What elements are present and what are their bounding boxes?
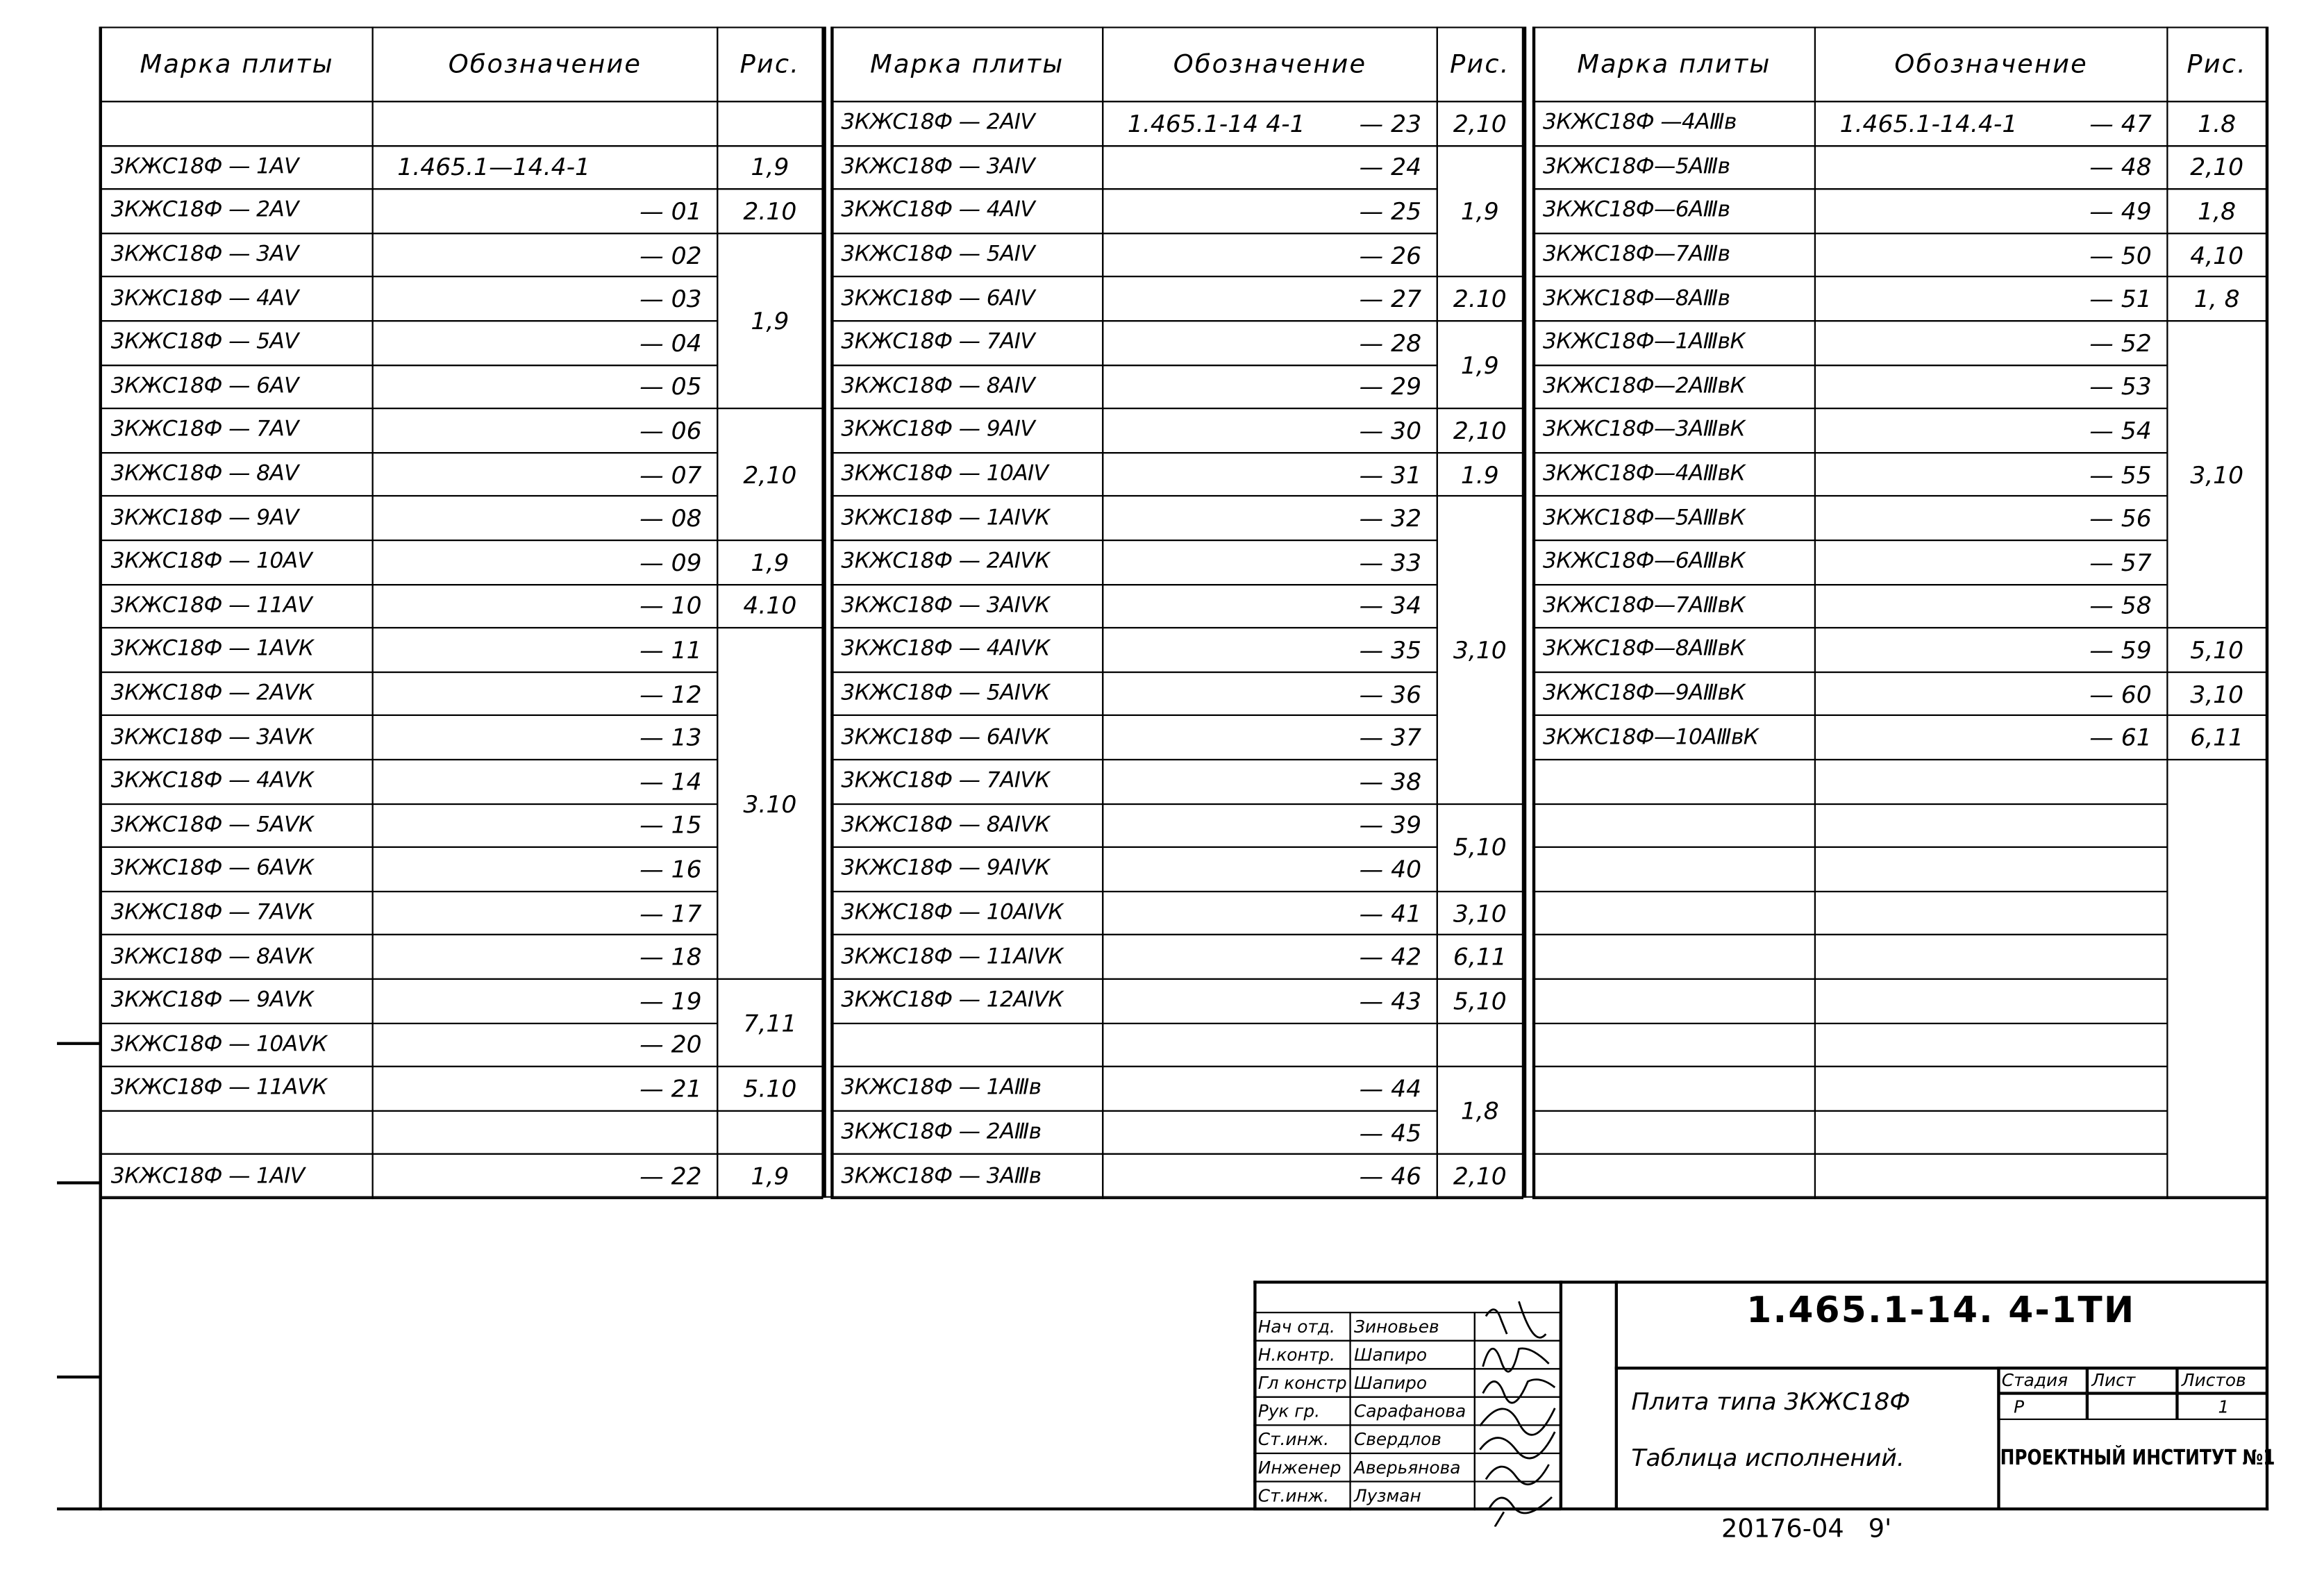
mark-cell: 3КЖС18Ф—3АⅢвК [1532, 408, 1816, 453]
designation-cell [1814, 1154, 2168, 1199]
designation-cell [1814, 890, 2168, 935]
fig-cell: 1,9 [717, 1154, 823, 1199]
designation-number: — 38 [1359, 767, 1422, 796]
designation-cell [372, 803, 719, 848]
designation-number: — 15 [639, 811, 702, 840]
designation-cell [1814, 759, 2168, 804]
designation-number: — 56 [2089, 504, 2152, 533]
header-fig: Рис. [717, 26, 823, 102]
designation-cell [372, 583, 719, 628]
designation-number: — 40 [1359, 855, 1422, 884]
mark-cell: 3КЖС18Ф — 5АVК [101, 803, 374, 848]
mark-cell: 3КЖС18Ф — 2АIV [830, 101, 1103, 146]
designation-cell [372, 188, 719, 233]
designation-number: — 54 [2089, 416, 2152, 445]
stage-label: Стадия [1997, 1367, 2087, 1393]
section-separator-line [1532, 26, 1535, 1197]
margin-tick [57, 1042, 101, 1045]
fig-cell: 1,8 [1437, 1066, 1523, 1155]
designation-cell [1102, 671, 1438, 717]
mark-cell: 3КЖС18Ф — 5АIVК [830, 671, 1103, 717]
designation-number: — 60 [2089, 679, 2152, 708]
designation-number: — 06 [639, 416, 702, 445]
sheets-value: 1 [2177, 1394, 2267, 1420]
designation-cell [1814, 276, 2168, 322]
designation-cell [1814, 452, 2168, 497]
mark-cell [1532, 1110, 1816, 1155]
mark-cell: 3КЖС18Ф — 1АⅢв [830, 1066, 1103, 1111]
signer-name: Свердлов [1349, 1424, 1475, 1454]
fig-cell: 6,11 [1437, 935, 1523, 980]
designation-base: 1.465.1-14 4-1 [1127, 109, 1305, 138]
designation-number: — 31 [1359, 460, 1422, 489]
designation-cell [1102, 627, 1438, 672]
mark-cell: 3КЖС18Ф — 10АV [101, 540, 374, 585]
header-mark: Марка плиты [830, 26, 1103, 102]
designation-cell [1814, 627, 2168, 672]
designation-cell [372, 715, 719, 760]
mark-cell [1532, 890, 1816, 935]
mark-cell: 3КЖС18Ф — 11АVК [101, 1066, 374, 1111]
header-designation: Обозначение [1102, 26, 1438, 102]
designation-base: 1.465.1-14.4-1 [1839, 109, 2018, 138]
designation-number: — 28 [1359, 328, 1422, 358]
drawing-name-line1: Плита типа 3КЖС18Ф [1631, 1387, 1911, 1416]
designation-cell [372, 1154, 719, 1199]
mark-cell: 3КЖС18Ф — 2АV [101, 188, 374, 233]
designation-cell [372, 320, 719, 365]
designation-number: — 29 [1359, 372, 1422, 401]
designation-cell [1814, 188, 2168, 233]
designation-number: — 44 [1359, 1074, 1422, 1103]
designation-number: — 32 [1359, 504, 1422, 533]
designation-cell [1814, 583, 2168, 628]
designation-cell [372, 846, 719, 892]
designation-number: — 05 [639, 372, 702, 401]
fig-cell: 1,9 [717, 233, 823, 410]
designation-number: — 01 [639, 197, 702, 226]
designation-number: — 34 [1359, 592, 1422, 621]
header-fig: Рис. [1437, 26, 1523, 102]
designation-cell [1102, 496, 1438, 541]
signer-name: Шапиро [1349, 1340, 1475, 1370]
signer-name: Лузман [1349, 1480, 1475, 1510]
designation-number: — 03 [639, 285, 702, 313]
margin-tick [57, 1181, 101, 1184]
section-separator-line [830, 26, 833, 1197]
designation-base: 1.465.1—14.4-1 [397, 153, 591, 182]
designation-cell [1102, 188, 1438, 233]
designation-cell [1814, 408, 2168, 453]
mark-cell: 3КЖС18Ф —4АⅢв [1532, 101, 1816, 146]
mark-cell [1532, 1022, 1816, 1067]
designation-number: — 13 [639, 724, 702, 752]
fig-cell: 1.9 [1437, 452, 1523, 497]
mark-cell: 3КЖС18Ф — 1АV [101, 144, 374, 190]
designation-number: — 58 [2089, 592, 2152, 621]
mark-cell: 3КЖС18Ф — 7АIV [830, 320, 1103, 365]
designation-cell [1102, 803, 1438, 848]
header-fig: Рис. [2166, 26, 2267, 102]
stage-value: Р [1997, 1394, 2087, 1420]
mark-cell: 3КЖС18Ф — 4АIVК [830, 627, 1103, 672]
fig-cell: 1,9 [717, 540, 823, 585]
signer-name: Зиновьев [1349, 1312, 1475, 1342]
fig-cell: 3,10 [2166, 671, 2267, 717]
designation-cell [1814, 715, 2168, 760]
designation-number: — 25 [1359, 197, 1422, 226]
header-designation: Обозначение [372, 26, 719, 102]
designation-number: — 07 [639, 460, 702, 489]
mark-cell: 3КЖС18Ф — 1АVК [101, 627, 374, 672]
designation-cell [372, 452, 719, 497]
mark-cell: 3КЖС18Ф — 3АIVК [830, 583, 1103, 628]
designation-number: — 02 [639, 241, 702, 269]
designation-number: — 37 [1359, 724, 1422, 752]
designation-cell [1102, 1110, 1438, 1155]
frame-right-line [2266, 26, 2268, 1510]
drawing-name-line2: Таблица исполнений. [1631, 1444, 1905, 1472]
designation-cell [1102, 101, 1438, 146]
mark-cell: 3КЖС18Ф—5АⅢв [1532, 144, 1816, 190]
fig-cell: 2,10 [2166, 144, 2267, 190]
mark-cell: 3КЖС18Ф — 8АIVК [830, 803, 1103, 848]
designation-cell [1102, 846, 1438, 892]
mark-cell: 3КЖС18Ф—9АⅢвК [1532, 671, 1816, 717]
mark-cell: 3КЖС18Ф — 5АIV [830, 233, 1103, 278]
designation-cell [372, 935, 719, 980]
designation-cell [372, 233, 719, 278]
designation-cell [1102, 1154, 1438, 1199]
designation-cell [1102, 233, 1438, 278]
designation-cell [1102, 540, 1438, 585]
fig-cell: 2,10 [1437, 1154, 1523, 1199]
mark-cell [1532, 846, 1816, 892]
designation-cell [372, 101, 719, 146]
margin-tick [57, 1376, 101, 1378]
designation-cell [1102, 144, 1438, 190]
mark-cell [1532, 1066, 1816, 1111]
designation-number: — 45 [1359, 1118, 1422, 1147]
designation-cell [372, 408, 719, 453]
mark-cell: 3КЖС18Ф—10АⅢвК [1532, 715, 1816, 760]
designation-cell [1102, 1066, 1438, 1111]
mark-cell [1532, 978, 1816, 1024]
mark-cell: 3КЖС18Ф — 3АV [101, 233, 374, 278]
designation-cell [372, 890, 719, 935]
header-mark: Марка плиты [1532, 26, 1816, 102]
mark-cell [1532, 759, 1816, 804]
mark-cell: 3КЖС18Ф — 5АV [101, 320, 374, 365]
frame-left-line [99, 26, 101, 1510]
designation-cell [1102, 320, 1438, 365]
mark-cell: 3КЖС18Ф — 9АV [101, 496, 374, 541]
designation-number: — 16 [639, 855, 702, 884]
signer-role: Нач отд. [1253, 1312, 1351, 1342]
mark-cell: 3КЖС18Ф — 10АVК [101, 1022, 374, 1067]
designation-number: — 50 [2089, 241, 2152, 269]
designation-number: — 48 [2089, 153, 2152, 182]
designation-number: — 21 [639, 1074, 702, 1103]
designation-number: — 11 [639, 635, 702, 665]
mark-cell: 3КЖС18Ф—7АⅢвК [1532, 583, 1816, 628]
table-bottom-line [101, 1196, 2267, 1199]
mark-cell: 3КЖС18Ф — 2АⅢв [830, 1110, 1103, 1155]
designation-cell [1102, 978, 1438, 1024]
signer-name: Аверьянова [1349, 1453, 1475, 1483]
designation-number: — 10 [639, 592, 702, 621]
sheet-label: Лист [2087, 1367, 2177, 1393]
designation-number: — 19 [639, 987, 702, 1015]
designation-cell [1814, 540, 2168, 585]
fig-cell: 1.8 [2166, 101, 2267, 146]
mark-cell: 3КЖС18Ф — 8АVК [101, 935, 374, 980]
designation-cell [1814, 364, 2168, 409]
signer-role: Ст.инж. [1253, 1480, 1351, 1510]
signer-name: Шапиро [1349, 1368, 1475, 1398]
fig-cell: 5,10 [1437, 978, 1523, 1024]
mark-cell: 3КЖС18Ф — 6АVК [101, 846, 374, 892]
signer-role: Н.контр. [1253, 1340, 1351, 1370]
mark-cell: 3КЖС18Ф — 2АIVК [830, 540, 1103, 585]
designation-cell [1814, 320, 2168, 365]
designation-number: — 33 [1359, 548, 1422, 576]
designation-cell [372, 144, 719, 190]
designation-number: — 57 [2089, 548, 2152, 576]
mark-cell: 3КЖС18Ф—1АⅢвК [1532, 320, 1816, 365]
mark-cell: 3КЖС18Ф—8АⅢвК [1532, 627, 1816, 672]
header-designation: Обозначение [1814, 26, 2168, 102]
organization: ПРОЕКТНЫЙ ИНСТИТУТ №1 [2000, 1446, 2275, 1471]
designation-number: — 61 [2089, 724, 2152, 752]
designation-number: — 43 [1359, 987, 1422, 1015]
designation-number: — 46 [1359, 1162, 1422, 1191]
designation-cell [1814, 233, 2168, 278]
designation-cell [372, 1066, 719, 1111]
fig-cell: 5,10 [2166, 627, 2267, 672]
mark-cell: 3КЖС18Ф — 1АIVК [830, 496, 1103, 541]
designation-cell [1814, 496, 2168, 541]
designation-cell [372, 1022, 719, 1067]
mark-cell: 3КЖС18Ф — 7АV [101, 408, 374, 453]
designation-number: — 23 [1359, 109, 1422, 138]
mark-cell: 3КЖС18Ф — 9АIV [830, 408, 1103, 453]
designation-cell [1814, 1110, 2168, 1155]
designation-number: — 18 [639, 943, 702, 971]
designation-number: — 24 [1359, 153, 1422, 182]
mark-cell [1532, 803, 1816, 848]
footer-number: 20176-04 9' [1721, 1514, 1892, 1545]
fig-cell: 4,10 [2166, 233, 2267, 278]
designation-number: — 47 [2089, 109, 2152, 138]
mark-cell: 3КЖС18Ф — 11АIVК [830, 935, 1103, 980]
fig-cell: 5.10 [717, 1066, 823, 1111]
designation-cell [1102, 1022, 1438, 1067]
designation-cell [1102, 715, 1438, 760]
fig-cell: 3.10 [717, 627, 823, 980]
designation-cell [1814, 846, 2168, 892]
fig-cell [717, 101, 823, 146]
mark-cell: 3КЖС18Ф — 10АIV [830, 452, 1103, 497]
designation-cell [1102, 408, 1438, 453]
designation-cell [1814, 671, 2168, 717]
mark-cell: 3КЖС18Ф—2АⅢвК [1532, 364, 1816, 409]
designation-cell [1102, 452, 1438, 497]
sheet-value [2087, 1394, 2177, 1420]
mark-cell: 3КЖС18Ф — 8АIV [830, 364, 1103, 409]
fig-cell: 4.10 [717, 583, 823, 628]
designation-number: — 52 [2089, 328, 2152, 358]
designation-cell [372, 496, 719, 541]
mark-cell: 3КЖС18Ф — 3АⅢв [830, 1154, 1103, 1199]
mark-cell [101, 101, 374, 146]
fig-cell: 3,10 [2166, 320, 2267, 628]
designation-number: — 08 [639, 504, 702, 533]
signer-role: Ст.инж. [1253, 1424, 1351, 1454]
designation-number: — 51 [2089, 285, 2152, 313]
mark-cell: 3КЖС18Ф — 4АV [101, 276, 374, 322]
designation-number: — 14 [639, 767, 702, 796]
mark-cell [1532, 935, 1816, 980]
fig-cell [2166, 759, 2267, 1199]
signatures [1474, 1289, 1564, 1527]
mark-cell: 3КЖС18Ф — 3АVК [101, 715, 374, 760]
designation-cell [1102, 583, 1438, 628]
designation-cell [1102, 364, 1438, 409]
designation-number: — 17 [639, 899, 702, 928]
mark-cell: 3КЖС18Ф — 8АV [101, 452, 374, 497]
document-code: 1.465.1-14. 4-1ТИ [1746, 1289, 2136, 1331]
designation-cell [1814, 978, 2168, 1024]
mark-cell: 3КЖС18Ф — 4АIV [830, 188, 1103, 233]
designation-number: — 39 [1359, 811, 1422, 840]
designation-cell [1814, 803, 2168, 848]
designation-cell [1814, 935, 2168, 980]
designation-cell [372, 276, 719, 322]
designation-number: — 35 [1359, 635, 1422, 665]
mark-cell: 3КЖС18Ф — 1АIV [101, 1154, 374, 1199]
fig-cell: 6,11 [2166, 715, 2267, 760]
fig-cell [717, 1110, 823, 1155]
designation-cell [372, 540, 719, 585]
designation-cell [372, 627, 719, 672]
frame-bottom-line [57, 1508, 2268, 1510]
mark-cell: 3КЖС18Ф—6АⅢвК [1532, 540, 1816, 585]
header-mark: Марка плиты [101, 26, 374, 102]
designation-cell [1102, 276, 1438, 322]
designation-number: — 12 [639, 679, 702, 708]
designation-cell [1814, 144, 2168, 190]
mark-cell: 3КЖС18Ф — 6АIV [830, 276, 1103, 322]
designation-number: — 59 [2089, 635, 2152, 665]
mark-cell: 3КЖС18Ф — 12АIVК [830, 978, 1103, 1024]
section-separator-line [824, 26, 826, 1197]
mark-cell: 3КЖС18Ф — 3АIV [830, 144, 1103, 190]
sheets-label: Листов [2177, 1367, 2267, 1393]
mark-cell: 3КЖС18Ф—7АⅢв [1532, 233, 1816, 278]
mark-cell: 3КЖС18Ф — 7АIVК [830, 759, 1103, 804]
designation-cell [1814, 1022, 2168, 1067]
fig-cell: 1,9 [1437, 320, 1523, 409]
designation-cell [1102, 759, 1438, 804]
mark-cell [101, 1110, 374, 1155]
mark-cell [1532, 1154, 1816, 1199]
designation-cell [372, 671, 719, 717]
fig-cell: 1,9 [717, 144, 823, 190]
designation-cell [1814, 1066, 2168, 1111]
designation-number: — 04 [639, 328, 702, 358]
fig-cell: 3,10 [1437, 496, 1523, 804]
designation-number: — 53 [2089, 372, 2152, 401]
mark-cell: 3КЖС18Ф — 4АVК [101, 759, 374, 804]
fig-cell: 3,10 [1437, 890, 1523, 935]
signer-role: Рук гр. [1253, 1396, 1351, 1426]
fig-cell: 2,10 [717, 408, 823, 541]
designation-number: — 09 [639, 548, 702, 576]
signer-name: Сарафанова [1349, 1396, 1475, 1426]
mark-cell: 3КЖС18Ф—4АⅢвК [1532, 452, 1816, 497]
mark-cell: 3КЖС18Ф — 9АIVК [830, 846, 1103, 892]
mark-cell [830, 1022, 1103, 1067]
section-separator-line [1523, 26, 1525, 1197]
designation-cell [1102, 935, 1438, 980]
mark-cell: 3КЖС18Ф — 6АV [101, 364, 374, 409]
designation-number: — 20 [639, 1030, 702, 1059]
designation-number: — 27 [1359, 285, 1422, 313]
mark-cell: 3КЖС18Ф — 10АIVК [830, 890, 1103, 935]
mark-cell: 3КЖС18Ф—6АⅢв [1532, 188, 1816, 233]
fig-cell: 2.10 [1437, 276, 1523, 322]
fig-cell: 1, 8 [2166, 276, 2267, 322]
designation-number: — 22 [639, 1162, 702, 1191]
designation-number: — 55 [2089, 460, 2152, 489]
fig-cell: 1,8 [2166, 188, 2267, 233]
fig-cell: 1,9 [1437, 144, 1523, 278]
fig-cell: 2,10 [1437, 101, 1523, 146]
fig-cell: 5,10 [1437, 803, 1523, 892]
signer-role: Инженер [1253, 1453, 1351, 1483]
fig-cell [1437, 1022, 1523, 1067]
designation-number: — 49 [2089, 197, 2152, 226]
designation-cell [372, 759, 719, 804]
designation-cell [372, 1110, 719, 1155]
mark-cell: 3КЖС18Ф — 2АVК [101, 671, 374, 717]
designation-number: — 30 [1359, 416, 1422, 445]
mark-cell: 3КЖС18Ф — 9АVК [101, 978, 374, 1024]
designation-number: — 42 [1359, 943, 1422, 971]
title-block-top-line [1253, 1280, 2267, 1283]
mark-cell: 3КЖС18Ф—5АⅢвК [1532, 496, 1816, 541]
designation-cell [1814, 101, 2168, 146]
fig-cell: 7,11 [717, 978, 823, 1067]
mark-cell: 3КЖС18Ф—8АⅢв [1532, 276, 1816, 322]
designation-number: — 41 [1359, 899, 1422, 928]
mark-cell: 3КЖС18Ф — 6АIVК [830, 715, 1103, 760]
fig-cell: 2.10 [717, 188, 823, 233]
mark-cell: 3КЖС18Ф — 7АVК [101, 890, 374, 935]
designation-cell [372, 364, 719, 409]
designation-cell [372, 978, 719, 1024]
designation-number: — 36 [1359, 679, 1422, 708]
mark-cell: 3КЖС18Ф — 11АV [101, 583, 374, 628]
signer-role: Гл констр [1253, 1368, 1351, 1398]
designation-cell [1102, 890, 1438, 935]
designation-number: — 26 [1359, 241, 1422, 269]
fig-cell: 2,10 [1437, 408, 1523, 453]
